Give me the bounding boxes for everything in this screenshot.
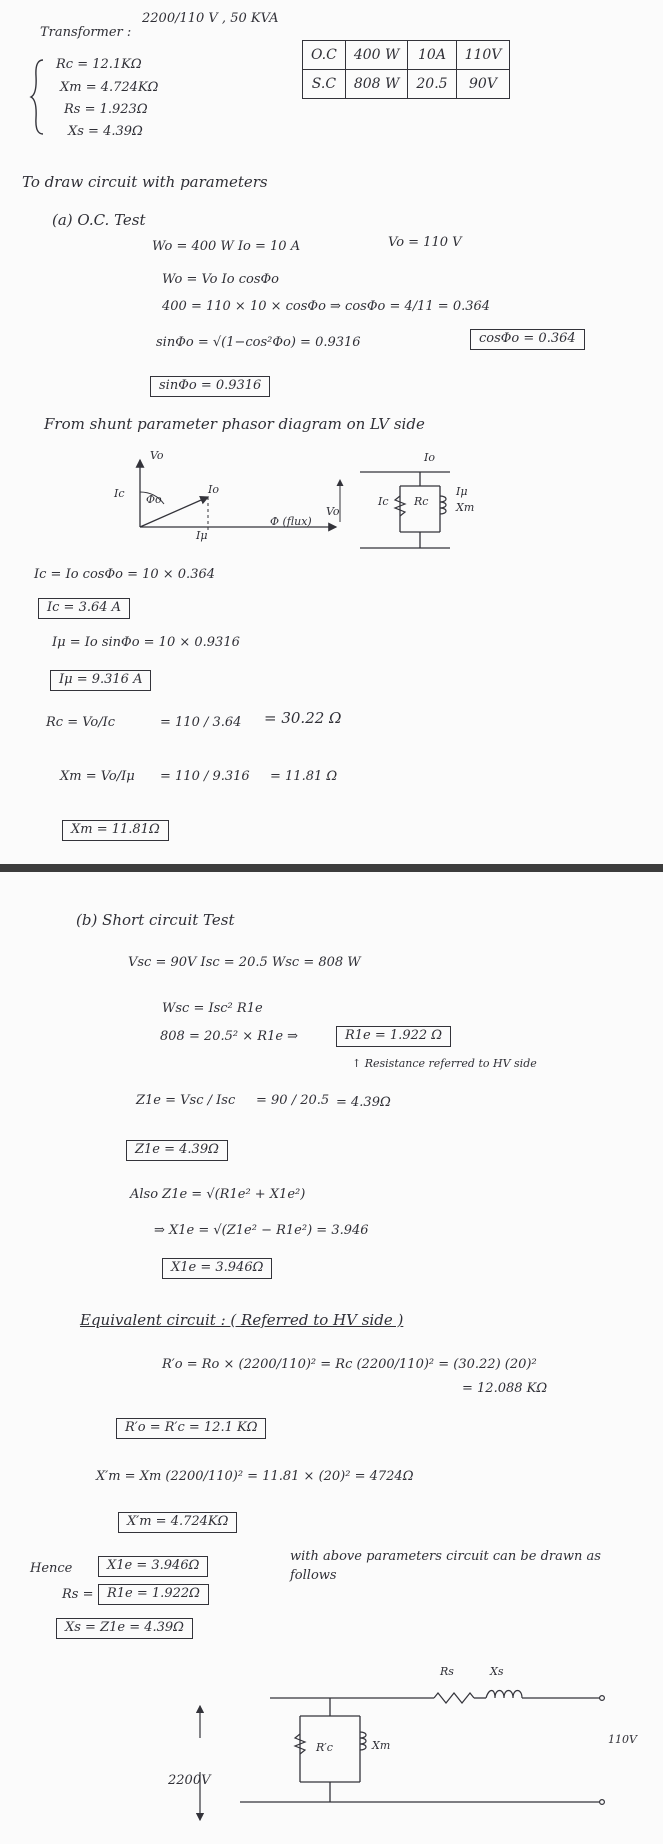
rs-label: Rs = [62, 1587, 94, 1602]
r0-equation: R′o = Ro × (2200/110)² = Rc (2200/110)² = (30.22) (20)² [162, 1357, 537, 1372]
circuit-ic-label: Ic [378, 495, 389, 508]
circuit-rc-label: R′c [316, 1741, 333, 1754]
hence-r1e-box: R1e = 1.922Ω [98, 1584, 209, 1605]
transformer-label: Transformer : [40, 25, 132, 40]
hence-label: Hence [30, 1561, 73, 1576]
table-cell: 10A [408, 41, 456, 70]
ic-equation: Ic = Io cosΦo = 10 × 0.364 [34, 567, 216, 582]
rc-mid: = 110 / 3.64 [160, 715, 242, 730]
circuit-lv-voltage: 110V [608, 1733, 637, 1746]
intro-text: To draw circuit with parameters [22, 173, 268, 191]
phasor-flux-label: Φ (flux) [270, 515, 312, 528]
circuit-xm-label: Xm [456, 501, 475, 514]
xm-prime-result-box: X′m = 4.724KΩ [118, 1512, 237, 1533]
rc-lhs: Rc = Vo/Ic [46, 715, 116, 730]
also-equation: Also Z1e = √(R1e² + X1e²) [130, 1187, 306, 1202]
param-xm: Xm = 4.724KΩ [60, 80, 159, 95]
sc-test-heading: (b) Short circuit Test [76, 911, 235, 929]
sc-givens: Vsc = 90V Isc = 20.5 Wsc = 808 W [128, 955, 361, 970]
circuit-hv-voltage: 2200V [168, 1773, 211, 1788]
phasor-phi0-label: Φo [146, 493, 162, 506]
ic-result-box: Ic = 3.64 A [38, 598, 130, 619]
circuit-rc-label: Rc [414, 495, 429, 508]
r1e-note: ↑ Resistance referred to HV side [352, 1057, 537, 1070]
table-cell: 90V [456, 70, 510, 99]
phasor-diagram [100, 449, 340, 562]
table-row [303, 41, 510, 70]
param-xs: Xs = 4.39Ω [68, 124, 143, 139]
param-rs: Rs = 1.923Ω [64, 102, 148, 117]
circuit-io-label: Io [424, 451, 435, 464]
x1e-equation: ⇒ X1e = √(Z1e² − R1e²) = 3.946 [154, 1223, 369, 1238]
sc-eq2: 808 = 20.5² × R1e ⇒ [160, 1029, 299, 1044]
circuit-rs-label: Rs [440, 1665, 454, 1678]
brace-icon [30, 58, 46, 136]
hence-x1e-box: X1e = 3.946Ω [98, 1556, 208, 1577]
equivalent-circuit-heading: Equivalent circuit : ( Referred to HV side ) [80, 1311, 404, 1329]
z1e-result: = 4.39Ω [336, 1095, 391, 1110]
phasor-ic-label: Ic [114, 487, 125, 500]
xm-result-box: Xm = 11.81Ω [62, 820, 169, 841]
table-cell: 808 W [345, 70, 408, 99]
xm-prime-equation: X′m = Xm (2200/110)² = 11.81 × (20)² = 4724Ω [96, 1469, 414, 1484]
circuit-xs-label: Xs [490, 1665, 504, 1678]
table-row [303, 70, 510, 99]
z1e-lhs: Z1e = Vsc / Isc [136, 1093, 236, 1108]
oc-givens: Wo = 400 W Io = 10 A [152, 239, 301, 254]
notes-page-2 [0, 872, 663, 1844]
notes-page-1 [0, 0, 663, 864]
table-cell: 110V [456, 41, 510, 70]
r0-result: = 12.088 KΩ [462, 1381, 548, 1396]
sc-eq1: Wsc = Isc² R1e [162, 1001, 263, 1016]
param-rc: Rc = 12.1KΩ [56, 57, 142, 72]
imu-result-box: Iμ = 9.316 A [50, 670, 151, 691]
rc-result: = 30.22 Ω [264, 709, 342, 727]
oc-eq1: Wo = Vo Io cosΦo [162, 272, 279, 287]
r0-result-box: R′o = R′c = 12.1 KΩ [116, 1418, 266, 1439]
table-cell: 400 W [345, 41, 408, 70]
test-data-table [302, 40, 510, 99]
oc-eq2: 400 = 110 × 10 × cosΦo ⇒ cosΦo = 4/11 = 0.364 [162, 299, 491, 314]
cos-result-box: cosΦo = 0.364 [470, 329, 585, 350]
xm-mid: = 110 / 9.316 [160, 769, 250, 784]
circuit-vo-label: Vo [326, 505, 340, 518]
r1e-result-box: R1e = 1.922 Ω [336, 1026, 451, 1047]
z1e-result-box: Z1e = 4.39Ω [126, 1140, 228, 1161]
circuit-note: with above parameters circuit can be drawn as follows [290, 1549, 601, 1583]
oc-sin-eq: sinΦo = √(1−cos²Φo) = 0.9316 [156, 335, 361, 350]
z1e-mid: = 90 / 20.5 [256, 1093, 330, 1108]
oc-vo: Vo = 110 V [388, 235, 462, 250]
phasor-imu-label: Iμ [196, 529, 208, 542]
table-cell: O.C [303, 41, 346, 70]
transformer-rating: 2200/110 V , 50 KVA [142, 11, 279, 26]
sin-result-box: sinΦo = 0.9316 [150, 376, 270, 397]
phasor-io-label: Io [208, 483, 219, 496]
phasor-vo-label: Vo [150, 449, 164, 462]
circuit-xm-label: Xm [372, 1739, 391, 1752]
x1e-result-box: X1e = 3.946Ω [162, 1258, 272, 1279]
phasor-heading: From shunt parameter phasor diagram on LV side [44, 415, 425, 433]
table-cell: S.C [303, 70, 346, 99]
oc-test-heading: (a) O.C. Test [52, 211, 146, 229]
hence-xs-box: Xs = Z1e = 4.39Ω [56, 1618, 193, 1639]
table-cell: 20.5 [408, 70, 456, 99]
imu-equation: Iμ = Io sinΦo = 10 × 0.9316 [52, 635, 240, 650]
circuit-imu-label: Iμ [456, 485, 468, 498]
xm-result: = 11.81 Ω [270, 769, 338, 784]
xm-lhs: Xm = Vo/Iμ [60, 769, 135, 784]
